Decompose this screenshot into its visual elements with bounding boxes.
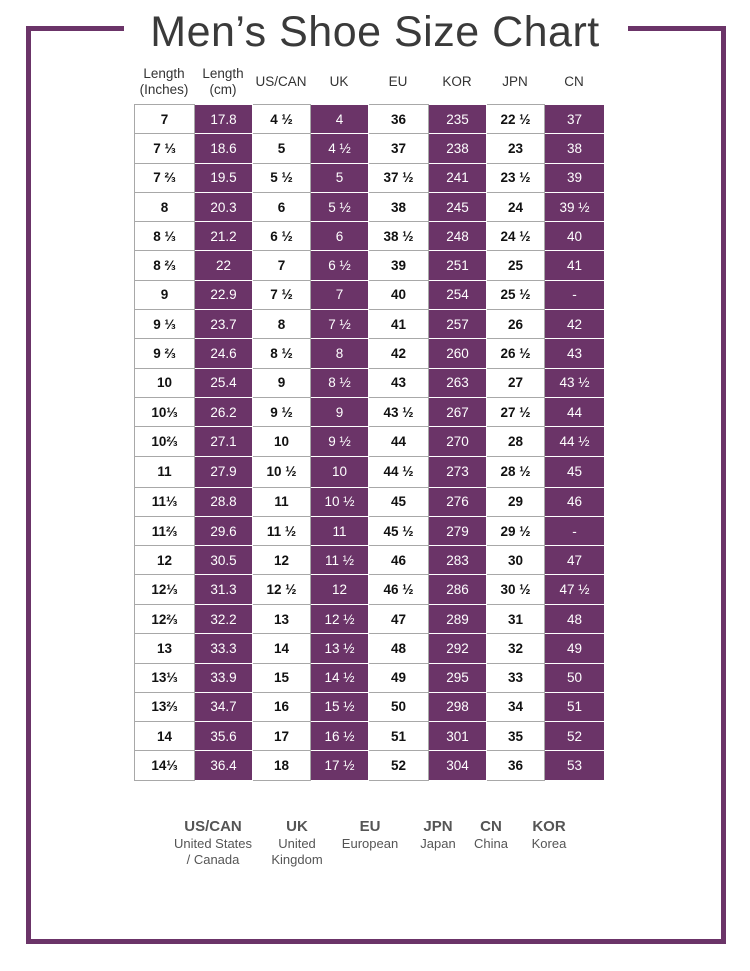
header-uk: UK [329, 74, 349, 89]
cell-length-inches: 11 [135, 456, 195, 487]
table-row [135, 456, 605, 487]
legend-full: United States / Canada [173, 836, 253, 867]
cell-length-cm: 23.7 [195, 310, 253, 339]
table-row [135, 397, 605, 426]
legend-abbr: UK [286, 818, 308, 835]
cell-uk: 7 [311, 280, 369, 309]
cell-kor: 248 [429, 222, 487, 251]
cell-length-cm: 18.6 [195, 134, 253, 163]
cell-length-cm: 24.6 [195, 339, 253, 368]
table-row [135, 634, 605, 663]
cell-kor: 286 [429, 575, 487, 605]
cell-eu: 43 ½ [369, 397, 429, 426]
cell-uk: 14 ½ [311, 663, 369, 692]
cell-uk: 4 ½ [311, 134, 369, 163]
cell-kor: 241 [429, 163, 487, 192]
cell-us-can: 15 [253, 663, 311, 692]
cell-uk: 9 ½ [311, 427, 369, 456]
table-row [135, 339, 605, 368]
table-row [135, 722, 605, 751]
cell-jpn: 30 ½ [487, 575, 545, 605]
cell-length-cm: 35.6 [195, 722, 253, 751]
cell-kor: 254 [429, 280, 487, 309]
cell-us-can: 9 ½ [253, 397, 311, 426]
cell-eu: 45 [369, 487, 429, 516]
legend-jpn [413, 818, 463, 852]
legend-uk [264, 818, 330, 868]
cell-cn: 51 [545, 692, 605, 721]
cell-cn: 47 ½ [545, 575, 605, 605]
cell-us-can: 8 ½ [253, 339, 311, 368]
cell-cn: 39 [545, 163, 605, 192]
cell-length-inches: 14⅓ [135, 751, 195, 780]
cell-kor: 270 [429, 427, 487, 456]
cell-jpn: 30 [487, 546, 545, 575]
cell-jpn: 31 [487, 604, 545, 633]
cell-cn: 37 [545, 105, 605, 134]
cell-kor: 267 [429, 397, 487, 426]
cell-jpn: 23 ½ [487, 163, 545, 192]
cell-length-inches: 9 ⅓ [135, 310, 195, 339]
table-row [135, 575, 605, 605]
cell-us-can: 10 [253, 427, 311, 456]
cell-us-can: 12 [253, 546, 311, 575]
table-row [135, 105, 605, 134]
cell-eu: 41 [369, 310, 429, 339]
cell-kor: 251 [429, 251, 487, 280]
header-kor: KOR [442, 74, 472, 89]
cell-eu: 38 [369, 192, 429, 221]
cell-eu: 37 ½ [369, 163, 429, 192]
cell-uk: 7 ½ [311, 310, 369, 339]
cell-length-inches: 7 ⅔ [135, 163, 195, 192]
cell-jpn: 26 [487, 310, 545, 339]
cell-kor: 273 [429, 456, 487, 487]
table-row [135, 604, 605, 633]
legend-abbr: US/CAN [184, 818, 242, 835]
cell-length-inches: 10⅓ [135, 397, 195, 426]
cell-cn: 52 [545, 722, 605, 751]
cell-cn: 45 [545, 456, 605, 487]
cell-us-can: 5 ½ [253, 163, 311, 192]
cell-kor: 238 [429, 134, 487, 163]
cell-us-can: 7 [253, 251, 311, 280]
cell-eu: 48 [369, 634, 429, 663]
cell-length-inches: 12⅓ [135, 575, 195, 605]
legend-kor [524, 818, 574, 852]
cell-uk: 10 [311, 456, 369, 487]
cell-uk: 15 ½ [311, 692, 369, 721]
cell-length-cm: 32.2 [195, 604, 253, 633]
cell-uk: 8 [311, 339, 369, 368]
cell-length-cm: 22 [195, 251, 253, 280]
cell-length-cm: 22.9 [195, 280, 253, 309]
cell-kor: 298 [429, 692, 487, 721]
cell-length-cm: 21.2 [195, 222, 253, 251]
table-row [135, 487, 605, 516]
cell-eu: 45 ½ [369, 516, 429, 545]
cell-jpn: 32 [487, 634, 545, 663]
cell-length-cm: 28.8 [195, 487, 253, 516]
table-row [135, 368, 605, 397]
legend-full: United Kingdom [271, 836, 323, 867]
cell-uk: 11 [311, 516, 369, 545]
cell-kor: 235 [429, 105, 487, 134]
legend-full: China [474, 836, 508, 851]
cell-uk: 12 [311, 575, 369, 605]
cell-jpn: 34 [487, 692, 545, 721]
cell-length-inches: 10⅔ [135, 427, 195, 456]
cell-kor: 263 [429, 368, 487, 397]
cell-length-inches: 8 [135, 192, 195, 221]
cell-cn: 47 [545, 546, 605, 575]
cell-eu: 44 ½ [369, 456, 429, 487]
cell-length-inches: 14 [135, 722, 195, 751]
header-us-can: US/CAN [255, 74, 307, 89]
cell-kor: 304 [429, 751, 487, 780]
cell-length-inches: 13 [135, 634, 195, 663]
cell-eu: 47 [369, 604, 429, 633]
table-row [135, 663, 605, 692]
cell-cn: 44 ½ [545, 427, 605, 456]
cell-uk: 10 ½ [311, 487, 369, 516]
cell-length-inches: 8 ⅓ [135, 222, 195, 251]
cell-us-can: 12 ½ [253, 575, 311, 605]
cell-jpn: 25 [487, 251, 545, 280]
cell-length-cm: 19.5 [195, 163, 253, 192]
cell-cn: 43 ½ [545, 368, 605, 397]
header-eu: EU [388, 74, 408, 89]
cell-length-inches: 9 ⅔ [135, 339, 195, 368]
legend-abbr: CN [480, 818, 502, 835]
cell-length-cm: 20.3 [195, 192, 253, 221]
legend-cn [468, 818, 514, 852]
table-row [135, 751, 605, 780]
frame-bottom [26, 939, 726, 944]
legend-us-can [166, 818, 260, 868]
cell-length-inches: 7 ⅓ [135, 134, 195, 163]
frame-right [721, 26, 726, 944]
cell-jpn: 35 [487, 722, 545, 751]
cell-eu: 49 [369, 663, 429, 692]
cell-kor: 257 [429, 310, 487, 339]
table-row [135, 546, 605, 575]
legend-abbr: JPN [423, 818, 453, 835]
cell-us-can: 17 [253, 722, 311, 751]
cell-jpn: 29 ½ [487, 516, 545, 545]
cell-eu: 51 [369, 722, 429, 751]
frame-left [26, 26, 31, 944]
cell-us-can: 9 [253, 368, 311, 397]
cell-eu: 44 [369, 427, 429, 456]
cell-kor: 279 [429, 516, 487, 545]
cell-length-inches: 12⅔ [135, 604, 195, 633]
cell-length-cm: 29.6 [195, 516, 253, 545]
cell-us-can: 4 ½ [253, 105, 311, 134]
table-row [135, 280, 605, 309]
cell-eu: 37 [369, 134, 429, 163]
cell-us-can: 10 ½ [253, 456, 311, 487]
cell-length-cm: 26.2 [195, 397, 253, 426]
cell-jpn: 22 ½ [487, 105, 545, 134]
cell-us-can: 7 ½ [253, 280, 311, 309]
table-row [135, 516, 605, 545]
cell-eu: 39 [369, 251, 429, 280]
cell-us-can: 18 [253, 751, 311, 780]
cell-length-inches: 11⅓ [135, 487, 195, 516]
cell-kor: 295 [429, 663, 487, 692]
cell-length-cm: 34.7 [195, 692, 253, 721]
cell-length-cm: 33.9 [195, 663, 253, 692]
cell-uk: 16 ½ [311, 722, 369, 751]
cell-eu: 43 [369, 368, 429, 397]
size-table [134, 104, 605, 781]
cell-length-cm: 31.3 [195, 575, 253, 605]
cell-jpn: 25 ½ [487, 280, 545, 309]
header-jpn: JPN [502, 74, 528, 89]
cell-length-inches: 13⅓ [135, 663, 195, 692]
cell-length-cm: 27.9 [195, 456, 253, 487]
cell-cn: 43 [545, 339, 605, 368]
table-row [135, 163, 605, 192]
cell-length-cm: 30.5 [195, 546, 253, 575]
cell-kor: 283 [429, 546, 487, 575]
legend-eu [336, 818, 404, 852]
cell-length-cm: 17.8 [195, 105, 253, 134]
page-title: Men’s Shoe Size Chart [150, 8, 600, 56]
cell-length-cm: 36.4 [195, 751, 253, 780]
cell-cn: 40 [545, 222, 605, 251]
table-row [135, 251, 605, 280]
header-length-cm: Length (cm) [202, 66, 244, 97]
cell-eu: 46 [369, 546, 429, 575]
cell-eu: 50 [369, 692, 429, 721]
cell-jpn: 27 [487, 368, 545, 397]
cell-us-can: 6 ½ [253, 222, 311, 251]
cell-us-can: 16 [253, 692, 311, 721]
cell-uk: 12 ½ [311, 604, 369, 633]
cell-kor: 301 [429, 722, 487, 751]
cell-length-inches: 13⅔ [135, 692, 195, 721]
cell-kor: 260 [429, 339, 487, 368]
cell-uk: 9 [311, 397, 369, 426]
cell-length-cm: 27.1 [195, 427, 253, 456]
cell-length-inches: 12 [135, 546, 195, 575]
legend-full: Japan [420, 836, 456, 851]
table-row [135, 692, 605, 721]
cell-jpn: 33 [487, 663, 545, 692]
cell-uk: 8 ½ [311, 368, 369, 397]
table-row [135, 222, 605, 251]
cell-eu: 52 [369, 751, 429, 780]
cell-us-can: 6 [253, 192, 311, 221]
cell-jpn: 24 [487, 192, 545, 221]
cell-cn: - [545, 280, 605, 309]
cell-length-cm: 33.3 [195, 634, 253, 663]
cell-us-can: 11 [253, 487, 311, 516]
cell-us-can: 13 [253, 604, 311, 633]
cell-kor: 245 [429, 192, 487, 221]
cell-length-inches: 10 [135, 368, 195, 397]
cell-uk: 5 ½ [311, 192, 369, 221]
legend-full: European [341, 836, 399, 851]
cell-jpn: 28 ½ [487, 456, 545, 487]
cell-eu: 38 ½ [369, 222, 429, 251]
cell-cn: 44 [545, 397, 605, 426]
cell-cn: 49 [545, 634, 605, 663]
cell-jpn: 36 [487, 751, 545, 780]
cell-jpn: 23 [487, 134, 545, 163]
table-row [135, 134, 605, 163]
cell-jpn: 28 [487, 427, 545, 456]
cell-cn: 38 [545, 134, 605, 163]
cell-length-inches: 7 [135, 105, 195, 134]
cell-uk: 6 [311, 222, 369, 251]
cell-cn: - [545, 516, 605, 545]
cell-uk: 11 ½ [311, 546, 369, 575]
cell-cn: 39 ½ [545, 192, 605, 221]
legend-abbr: KOR [532, 818, 566, 835]
cell-us-can: 14 [253, 634, 311, 663]
cell-us-can: 5 [253, 134, 311, 163]
cell-eu: 40 [369, 280, 429, 309]
cell-jpn: 29 [487, 487, 545, 516]
cell-cn: 50 [545, 663, 605, 692]
cell-eu: 36 [369, 105, 429, 134]
table-row [135, 310, 605, 339]
cell-kor: 292 [429, 634, 487, 663]
cell-cn: 53 [545, 751, 605, 780]
header-cn: CN [564, 74, 584, 89]
cell-uk: 6 ½ [311, 251, 369, 280]
cell-cn: 46 [545, 487, 605, 516]
cell-eu: 42 [369, 339, 429, 368]
cell-uk: 13 ½ [311, 634, 369, 663]
cell-cn: 41 [545, 251, 605, 280]
table-row [135, 427, 605, 456]
cell-length-inches: 9 [135, 280, 195, 309]
cell-uk: 17 ½ [311, 751, 369, 780]
cell-jpn: 24 ½ [487, 222, 545, 251]
cell-uk: 5 [311, 163, 369, 192]
cell-uk: 4 [311, 105, 369, 134]
table-row [135, 192, 605, 221]
cell-us-can: 11 ½ [253, 516, 311, 545]
size-table-body [135, 105, 605, 781]
cell-length-cm: 25.4 [195, 368, 253, 397]
cell-us-can: 8 [253, 310, 311, 339]
cell-eu: 46 ½ [369, 575, 429, 605]
legend-abbr: EU [359, 818, 381, 835]
cell-kor: 276 [429, 487, 487, 516]
cell-cn: 42 [545, 310, 605, 339]
cell-jpn: 27 ½ [487, 397, 545, 426]
cell-cn: 48 [545, 604, 605, 633]
cell-jpn: 26 ½ [487, 339, 545, 368]
cell-kor: 289 [429, 604, 487, 633]
cell-length-inches: 8 ⅔ [135, 251, 195, 280]
header-length-inches: Length (Inches) [139, 66, 189, 97]
cell-length-inches: 11⅔ [135, 516, 195, 545]
legend-full: Korea [531, 836, 567, 851]
